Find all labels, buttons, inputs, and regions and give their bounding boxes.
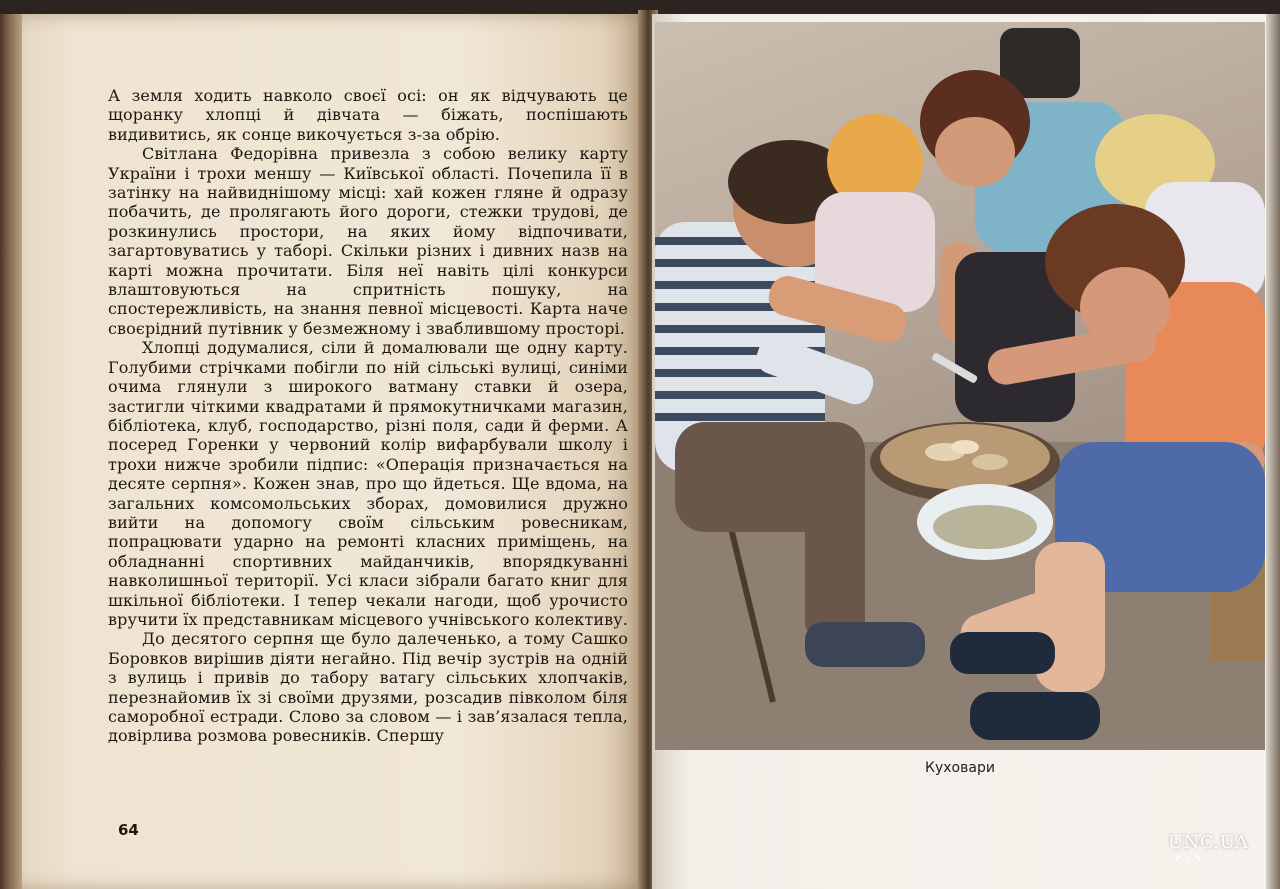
book-edge-right: [1266, 14, 1280, 889]
body-text: [108, 86, 628, 746]
watermark: UNC.UA: [1168, 832, 1249, 853]
photo-caption: Куховари: [925, 760, 995, 776]
paragraph-3: Хлопці додумалися, сіли й домалювали ще одну карту. Голубими стрічками побігли по ній сільські вулиці, синіми очима глянули з широкого ватману ставки й озера, застигли чіткими квадратами й прямокутничками магазин, бібліотека, клуб, господарство, різні поля, сади й ферми. А посеред Горенки у червоний колір вифарбували школу і трохи нижче зробили підпис: «Операція призначається на десяте серпня». Кожен знав, про що йдеться. Ще вдома, на загальних комсомольських зборах, домовилися дружно вийти на допомогу своїм сільським ровесникам, попрацювати ударно на ремонті класних приміщень, на обладнанні спортивних майданчиків, впорядкуванні навколишньої території. Усі класи зібрали багато книг для шкільної бібліотеки. І тепер чекали нагоди, щоб урочисто вручити їх представникам місцевого учнівського колективу.: [108, 338, 628, 629]
photo-children-peeling-potatoes: [655, 22, 1265, 750]
photo-illustration: [655, 22, 1265, 750]
white-pot-with-water: [917, 484, 1053, 560]
paragraph-1: А земля ходить навколо своєї осі: он як відчувають це щоранку хлопці й дівчата — біжать, поспішають видивитись, як сонце викочується з-за обрію.: [108, 86, 628, 144]
page-number: 64: [118, 821, 139, 839]
paragraph-2: Світлана Федорівна привезла з собою велику карту України і трохи меншу — Київської області. Почепила її в затінку на найвиднішому місці: хай кожен гляне й одразу побачить, де пролягають його дороги, стежки трудові, де розкинулись простори, на яких йому відпочивати, загартовуватись у таборі. Скільки різних і дивних назв на карті можна прочитати. Біля неї навіть цілі конкурси влаштовуються на спритність пошуку, на спостережливість, на знання певної місцевості. Карта наче своєрідний путівник у безмежному і зваблившому просторі.: [108, 144, 628, 338]
paragraph-4: До десятого серпня ще було далеченько, а тому Сашко Боровков вирішив діяти негайно. Під вечір зустрів на одній з вулиць і привів до табору ватагу сільських хлопчаків, перезнайомив їх зі своїми друзями, розсадив півколом біля саморобної естради. Слово за словом — і зав’язалася тепла, довірлива розмова ровесників. Спершу: [108, 629, 628, 746]
